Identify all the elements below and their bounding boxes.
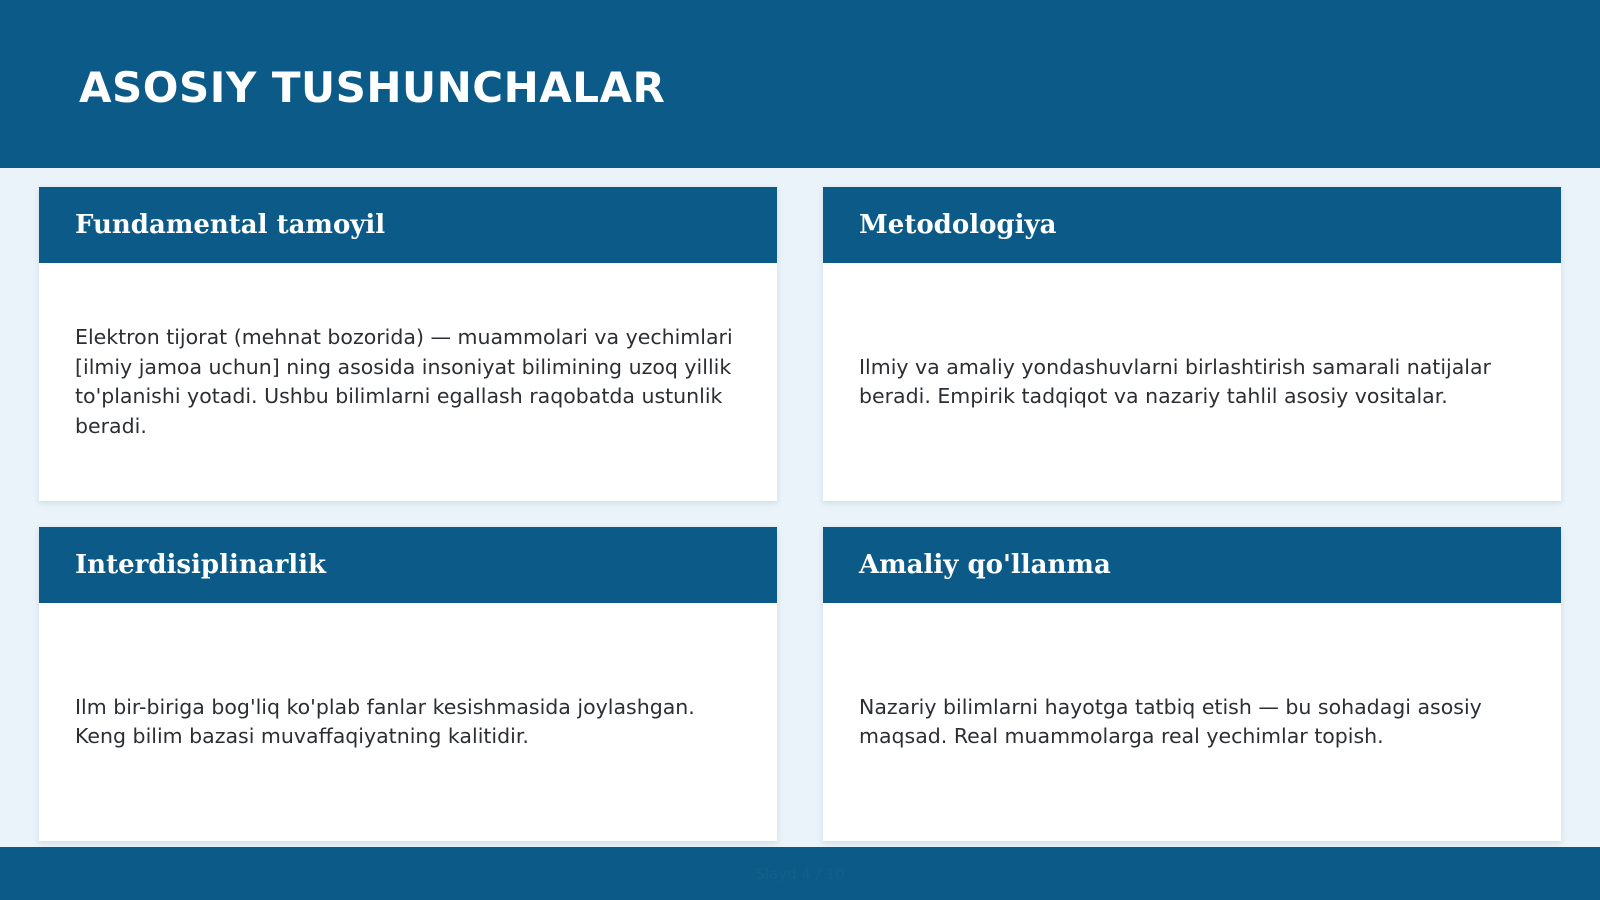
card-body bbox=[39, 263, 777, 501]
card-header bbox=[39, 187, 777, 263]
card-title: Interdisiplinarlik bbox=[75, 550, 327, 580]
card-body bbox=[823, 263, 1561, 501]
card-interdisciplinarity bbox=[39, 527, 777, 841]
card-practical-application bbox=[823, 527, 1561, 841]
card-title: Metodologiya bbox=[859, 210, 1057, 240]
slide-header bbox=[0, 0, 1600, 168]
card-title: Fundamental tamoyil bbox=[75, 210, 386, 240]
card-methodology bbox=[823, 187, 1561, 501]
slide-number: Slayd 4 / 10 bbox=[755, 864, 845, 883]
card-fundamental-principle bbox=[39, 187, 777, 501]
card-title: Amaliy qo'llanma bbox=[859, 550, 1111, 580]
card-text: Elektron tijorat (mehnat bozorida) — muammolari va yechimlari [ilmiy jamoa uchun] ning asosida insoniyat bilimining uzoq yillik to'planishi yotadi. Ushbu bilimlarni egallash raqobatda ustunlik beradi. bbox=[75, 325, 733, 438]
card-header bbox=[823, 187, 1561, 263]
card-body bbox=[39, 603, 777, 841]
card-header bbox=[39, 527, 777, 603]
page-title: ASOSIY TUSHUNCHALAR bbox=[79, 63, 666, 112]
card-text: Ilmiy va amaliy yondashuvlarni birlashtirish samarali natijalar beradi. Empirik tadqiqot va nazariy tahlil asosiy vositalar. bbox=[859, 354, 1491, 408]
slide-footer bbox=[0, 847, 1600, 900]
card-text: Ilm bir-biriga bog'liq ko'plab fanlar kesishmasida joylashgan. Keng bilim bazasi muvaffaqiyatning kalitidir. bbox=[75, 694, 695, 748]
card-text: Nazariy bilimlarni hayotga tatbiq etish — bu sohadagi asosiy maqsad. Real muammolarga real yechimlar topish. bbox=[859, 694, 1482, 748]
card-header bbox=[823, 527, 1561, 603]
card-body bbox=[823, 603, 1561, 841]
